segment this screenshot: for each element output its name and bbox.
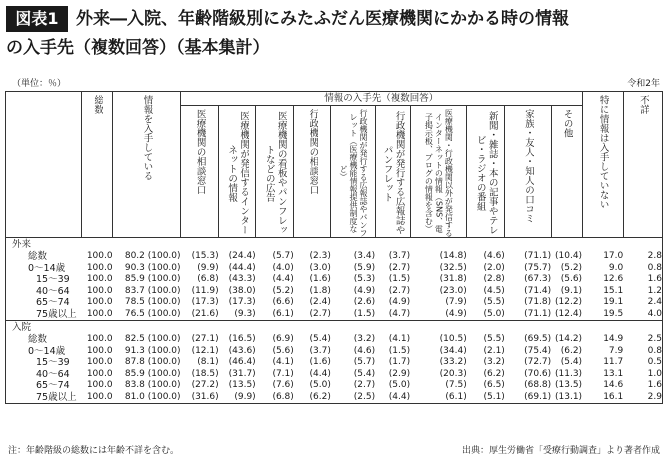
header-blank xyxy=(6,92,82,238)
cell-source-8: (6.5) xyxy=(483,380,505,390)
cell-source-6: (2.7) xyxy=(388,285,411,296)
cell-source-6: (5.0) xyxy=(388,380,411,390)
cell-none: 14.9 xyxy=(603,334,624,344)
cell-source-9: (75.4) xyxy=(524,345,552,356)
empty-cell xyxy=(256,321,294,335)
group-label: 入院 xyxy=(6,321,82,335)
cell-source-6: (4.9) xyxy=(388,297,411,307)
cell-source-2: (44.4) xyxy=(228,262,256,273)
cell-none: 17.0 xyxy=(603,251,624,261)
cell-source-5: (2.5) xyxy=(331,392,375,404)
group-row xyxy=(6,321,663,335)
data-table xyxy=(5,91,663,404)
cell-source-3: (4.1) xyxy=(272,357,294,367)
cell-source-2: (43.3) xyxy=(228,274,256,284)
cell-source-8: (2.8) xyxy=(483,274,505,284)
cell-source-4: (4.4) xyxy=(309,368,331,379)
cell-source-6: (2.9) xyxy=(388,368,411,379)
cell-total: 100.0 xyxy=(86,380,113,390)
cell-source-9: (68.8) xyxy=(524,380,552,390)
cell-source-1: (27.1) xyxy=(191,334,219,344)
cell-source-4: (1.6) xyxy=(309,274,331,284)
cell-source-5: (3.2) xyxy=(353,334,376,344)
cell-source-6: (2.7) xyxy=(388,262,411,273)
table-body xyxy=(6,238,663,404)
cell-total: 100.0 xyxy=(86,345,113,356)
cell-source-3: (6.6) xyxy=(272,297,294,307)
header-source-2: 医療機関が発信するインターネットの情報 xyxy=(219,106,256,238)
cell-source-9: (71.4) xyxy=(524,285,552,296)
cell-unknown: 1.6 xyxy=(623,274,662,286)
cell-source-6: (4.4) xyxy=(375,392,410,404)
cell-unknown: 4.0 xyxy=(623,309,662,321)
cell-source-4: (2.3) xyxy=(309,251,331,261)
cell-source-10: (10.4) xyxy=(555,251,583,261)
cell-source-7: (6.1) xyxy=(410,392,467,404)
cell-source-6: (1.5) xyxy=(388,274,411,284)
unit-label: （単位：％） xyxy=(12,79,67,89)
cell-source-10: (6.2) xyxy=(560,345,583,356)
cell-source-6: (1.7) xyxy=(388,357,411,367)
cell-total: 100.0 xyxy=(82,392,113,404)
cell-source-8: (4.5) xyxy=(483,285,505,296)
cell-source-10: (9.1) xyxy=(560,285,583,296)
cell-source-7: (4.9) xyxy=(445,308,467,319)
cell-source-10: (5.2) xyxy=(560,262,583,273)
cell-none: 12.6 xyxy=(603,274,624,284)
row-label: 75歳以上 xyxy=(6,309,82,321)
empty-cell xyxy=(219,321,256,335)
cell-source-4: (1.8) xyxy=(309,285,331,296)
cell-source-7: (34.4) xyxy=(439,345,467,356)
table-row xyxy=(6,334,663,346)
cell-source-9: (71.8) xyxy=(524,297,552,307)
empty-cell xyxy=(582,321,623,335)
source-note: 出典：厚生労働省「受療行動調査」より著者作成 xyxy=(461,446,660,456)
table-row xyxy=(6,380,663,392)
row-label: 15～39 xyxy=(6,274,82,286)
era-label: 令和2年 xyxy=(627,79,660,89)
cell-none: 19.1 xyxy=(603,297,624,307)
empty-cell xyxy=(551,321,582,335)
cell-source-10: (14.2) xyxy=(555,334,583,344)
cell-source-2: (16.5) xyxy=(228,334,256,344)
cell-source-2: (43.6) xyxy=(228,345,256,356)
row-label: 40～64 xyxy=(6,369,82,381)
cell-total: 100.0 xyxy=(86,368,113,379)
figure-title-line1: 外来―入院、年齢階級別にみたふだん医療機関にかかる時の情報 xyxy=(76,9,569,29)
row-label: 総数 xyxy=(6,334,82,346)
cell-total: 100.0 xyxy=(86,251,113,261)
cell-source-10: (13.5) xyxy=(555,380,583,390)
cell-source-5: (5.7) xyxy=(353,357,376,367)
empty-cell xyxy=(582,238,623,252)
cell-obtained: 81.0 (100.0) xyxy=(113,392,181,404)
cell-source-1: (8.1) xyxy=(197,357,219,367)
table-row xyxy=(6,346,663,358)
cell-source-3: (6.8) xyxy=(256,392,294,404)
empty-cell xyxy=(410,238,467,252)
cell-source-6: (4.1) xyxy=(388,334,411,344)
cell-none: 14.6 xyxy=(603,380,624,390)
figure-title-line2: の入手先（複数回答）（基本集計） xyxy=(6,38,270,58)
header-source-9: 家族・友人・知人の口コミ xyxy=(505,106,551,238)
cell-none: 16.1 xyxy=(582,392,623,404)
footnote: 注：年齢階級の総数には年齢不詳を含む。 xyxy=(8,446,180,456)
cell-source-9: (71.1) xyxy=(524,251,552,261)
empty-cell xyxy=(623,238,662,252)
cell-source-10: (12.2) xyxy=(555,297,583,307)
cell-source-8: (3.2) xyxy=(483,357,505,367)
table-row xyxy=(6,309,663,321)
cell-source-8: (4.6) xyxy=(483,251,505,261)
cell-source-4: (3.7) xyxy=(309,345,331,356)
cell-source-7: (33.2) xyxy=(439,357,467,367)
cell-source-1: (15.3) xyxy=(191,251,219,261)
cell-source-8: (5.1) xyxy=(467,392,505,404)
cell-source-5: (2.6) xyxy=(353,297,376,307)
cell-source-5: (5.9) xyxy=(353,262,376,273)
empty-cell xyxy=(505,321,551,335)
header-source-10: その他 xyxy=(551,106,582,238)
cell-source-3: (4.4) xyxy=(272,274,294,284)
table-row xyxy=(6,263,663,275)
table-row xyxy=(6,274,663,286)
empty-cell xyxy=(294,238,331,252)
cell-none: 15.1 xyxy=(603,285,624,296)
cell-source-8: (5.0) xyxy=(483,308,505,319)
cell-total: 100.0 xyxy=(86,308,113,319)
cell-source-4: (5.0) xyxy=(309,380,331,390)
empty-cell xyxy=(82,238,113,252)
empty-cell xyxy=(181,321,219,335)
header-source-3: 医療機関の看板やパンフレットなどの広告 xyxy=(256,106,294,238)
cell-source-5: (5.4) xyxy=(353,368,376,379)
cell-total: 100.0 xyxy=(86,274,113,284)
cell-source-5: (5.3) xyxy=(353,274,376,284)
empty-cell xyxy=(551,238,582,252)
cell-total: 100.0 xyxy=(86,297,113,307)
cell-source-9: (67.3) xyxy=(524,274,552,284)
empty-cell xyxy=(219,238,256,252)
cell-none: 11.7 xyxy=(603,357,624,367)
cell-total: 100.0 xyxy=(86,357,113,367)
cell-source-1: (18.5) xyxy=(191,368,219,379)
cell-source-9: (69.5) xyxy=(524,334,552,344)
cell-unknown: 1.2 xyxy=(623,286,662,298)
cell-source-1: (11.9) xyxy=(191,285,219,296)
cell-source-10: (5.4) xyxy=(560,357,583,367)
cell-source-1: (31.6) xyxy=(181,392,219,404)
cell-source-10: (5.6) xyxy=(560,274,583,284)
cell-obtained: 83.7 (100.0) xyxy=(124,285,181,296)
cell-source-2: (13.5) xyxy=(228,380,256,390)
empty-cell xyxy=(181,238,219,252)
row-label: 40～64 xyxy=(6,286,82,298)
cell-source-6: (3.7) xyxy=(388,251,411,261)
cell-obtained: 82.5 (100.0) xyxy=(124,334,181,344)
cell-obtained: 78.5 (100.0) xyxy=(124,297,181,307)
cell-source-7: (7.5) xyxy=(445,380,467,390)
group-row xyxy=(6,238,663,252)
cell-obtained: 85.9 (100.0) xyxy=(124,274,181,284)
empty-cell xyxy=(113,321,181,335)
header-source-1: 医療機関の相談窓口 xyxy=(181,106,219,238)
cell-source-4: (3.0) xyxy=(309,262,331,273)
cell-source-5: (4.9) xyxy=(353,285,376,296)
cell-source-4: (2.7) xyxy=(309,308,331,319)
cell-source-7: (14.8) xyxy=(439,251,467,261)
row-label: 75歳以上 xyxy=(6,392,82,404)
row-label: 0～14歳 xyxy=(6,346,82,358)
cell-source-3: (5.2) xyxy=(272,285,294,296)
header-source-7: 医療機関・行政機関以外が発信するインターネットの情報（SNS、電子掲示板、ブログの情報を含む） xyxy=(410,106,467,238)
cell-source-5: (3.4) xyxy=(353,251,376,261)
cell-total: 100.0 xyxy=(86,262,113,273)
row-label: 65～74 xyxy=(6,380,82,392)
cell-none: 19.5 xyxy=(603,308,624,319)
table-row xyxy=(6,392,663,404)
cell-total: 100.0 xyxy=(86,334,113,344)
cell-source-1: (6.8) xyxy=(197,274,219,284)
cell-source-6: (4.7) xyxy=(388,308,411,319)
empty-cell xyxy=(331,238,375,252)
cell-source-8: (2.0) xyxy=(483,262,505,273)
cell-total: 100.0 xyxy=(86,285,113,296)
cell-source-7: (32.5) xyxy=(439,262,467,273)
empty-cell xyxy=(256,238,294,252)
cell-source-4: (1.6) xyxy=(309,357,331,367)
cell-obtained: 87.8 (100.0) xyxy=(124,357,181,367)
empty-cell xyxy=(331,321,375,335)
cell-source-9: (70.6) xyxy=(524,368,552,379)
cell-source-1: (9.9) xyxy=(197,262,219,273)
cell-source-8: (6.2) xyxy=(483,368,505,379)
cell-source-4: (2.4) xyxy=(309,297,331,307)
cell-source-9: (72.7) xyxy=(524,357,552,367)
cell-none: 9.0 xyxy=(608,262,624,273)
cell-source-10: (11.3) xyxy=(555,368,583,379)
cell-source-3: (7.1) xyxy=(272,368,294,379)
cell-source-2: (9.9) xyxy=(219,392,256,404)
table-row xyxy=(6,369,663,381)
cell-unknown: 1.6 xyxy=(623,380,662,392)
cell-none: 13.1 xyxy=(603,368,624,379)
cell-source-2: (46.4) xyxy=(228,357,256,367)
cell-source-1: (27.2) xyxy=(191,380,219,390)
empty-cell xyxy=(113,238,181,252)
cell-source-1: (12.1) xyxy=(191,345,219,356)
empty-cell xyxy=(467,321,505,335)
empty-cell xyxy=(82,321,113,335)
cell-unknown: 2.5 xyxy=(623,334,662,346)
cell-source-10: (13.1) xyxy=(551,392,582,404)
cell-unknown: 0.8 xyxy=(623,263,662,275)
cell-source-1: (21.6) xyxy=(191,308,219,319)
cell-unknown: 2.8 xyxy=(623,251,662,263)
cell-source-1: (17.3) xyxy=(191,297,219,307)
empty-cell xyxy=(375,321,410,335)
cell-obtained: 80.2 (100.0) xyxy=(124,251,181,261)
empty-cell xyxy=(375,238,410,252)
cell-source-2: (31.7) xyxy=(228,368,256,379)
empty-cell xyxy=(623,321,662,335)
cell-source-8: (5.5) xyxy=(483,297,505,307)
cell-source-3: (6.9) xyxy=(272,334,294,344)
header-source-4: 行政機関の相談窓口 xyxy=(294,106,331,238)
cell-source-8: (5.5) xyxy=(483,334,505,344)
cell-source-8: (2.1) xyxy=(483,345,505,356)
cell-source-5: (1.5) xyxy=(353,308,376,319)
cell-source-3: (5.7) xyxy=(272,251,294,261)
header-source-5: 行政機関が発行する広報誌やパンフレット（医療機能情報提供制度など） xyxy=(331,106,375,238)
cell-source-7: (31.8) xyxy=(439,274,467,284)
cell-source-5: (2.7) xyxy=(353,380,376,390)
row-label: 65～74 xyxy=(6,297,82,309)
figure-badge: 図表1 xyxy=(6,6,68,32)
cell-obtained: 91.3 (100.0) xyxy=(124,345,181,356)
cell-source-4: (5.4) xyxy=(309,334,331,344)
cell-source-7: (23.0) xyxy=(439,285,467,296)
cell-source-6: (1.5) xyxy=(388,345,411,356)
cell-source-3: (7.6) xyxy=(272,380,294,390)
cell-unknown: 2.9 xyxy=(623,392,662,404)
row-label: 総数 xyxy=(6,251,82,263)
cell-source-2: (24.4) xyxy=(228,251,256,261)
cell-source-9: (75.7) xyxy=(524,262,552,273)
header-sources-group: 情報の入手先（複数回答） xyxy=(181,92,583,106)
group-label: 外来 xyxy=(6,238,82,252)
cell-none: 7.9 xyxy=(608,345,624,356)
cell-obtained: 83.8 (100.0) xyxy=(124,380,181,390)
table-row xyxy=(6,286,663,298)
cell-source-2: (38.0) xyxy=(228,285,256,296)
cell-source-3: (6.1) xyxy=(272,308,294,319)
row-label: 15～39 xyxy=(6,357,82,369)
cell-obtained: 90.3 (100.0) xyxy=(124,262,181,273)
empty-cell xyxy=(294,321,331,335)
table-row xyxy=(6,297,663,309)
cell-source-10: (12.4) xyxy=(555,308,583,319)
cell-source-7: (10.5) xyxy=(439,334,467,344)
cell-source-2: (9.3) xyxy=(234,308,256,319)
table-row xyxy=(6,357,663,369)
cell-unknown: 0.8 xyxy=(623,346,662,358)
header-unknown: 不詳 xyxy=(623,92,662,238)
cell-obtained: 85.9 (100.0) xyxy=(124,368,181,379)
header-obtained: 情報を入手している xyxy=(113,92,181,238)
cell-unknown: 0.5 xyxy=(623,357,662,369)
cell-unknown: 2.4 xyxy=(623,297,662,309)
header-total: 総数 xyxy=(82,92,113,238)
empty-cell xyxy=(505,238,551,252)
row-label: 0～14歳 xyxy=(6,263,82,275)
cell-source-9: (69.1) xyxy=(505,392,551,404)
empty-cell xyxy=(410,321,467,335)
cell-source-3: (4.0) xyxy=(272,262,294,273)
cell-source-4: (6.2) xyxy=(294,392,331,404)
header-source-8: 新聞・雑誌・本の記事やテレビ・ラジオの番組 xyxy=(467,106,505,238)
empty-cell xyxy=(467,238,505,252)
cell-unknown: 1.0 xyxy=(623,369,662,381)
cell-source-7: (20.3) xyxy=(439,368,467,379)
header-source-6: 行政機関が発行する広報誌やパンフレット xyxy=(375,106,410,238)
header-none: 特に情報は入手していない xyxy=(582,92,623,238)
cell-source-3: (5.6) xyxy=(272,345,294,356)
cell-source-2: (17.3) xyxy=(228,297,256,307)
cell-source-5: (4.6) xyxy=(353,345,376,356)
cell-source-9: (71.1) xyxy=(524,308,552,319)
cell-source-7: (7.9) xyxy=(445,297,467,307)
cell-obtained: 76.5 (100.0) xyxy=(124,308,181,319)
table-row xyxy=(6,251,663,263)
